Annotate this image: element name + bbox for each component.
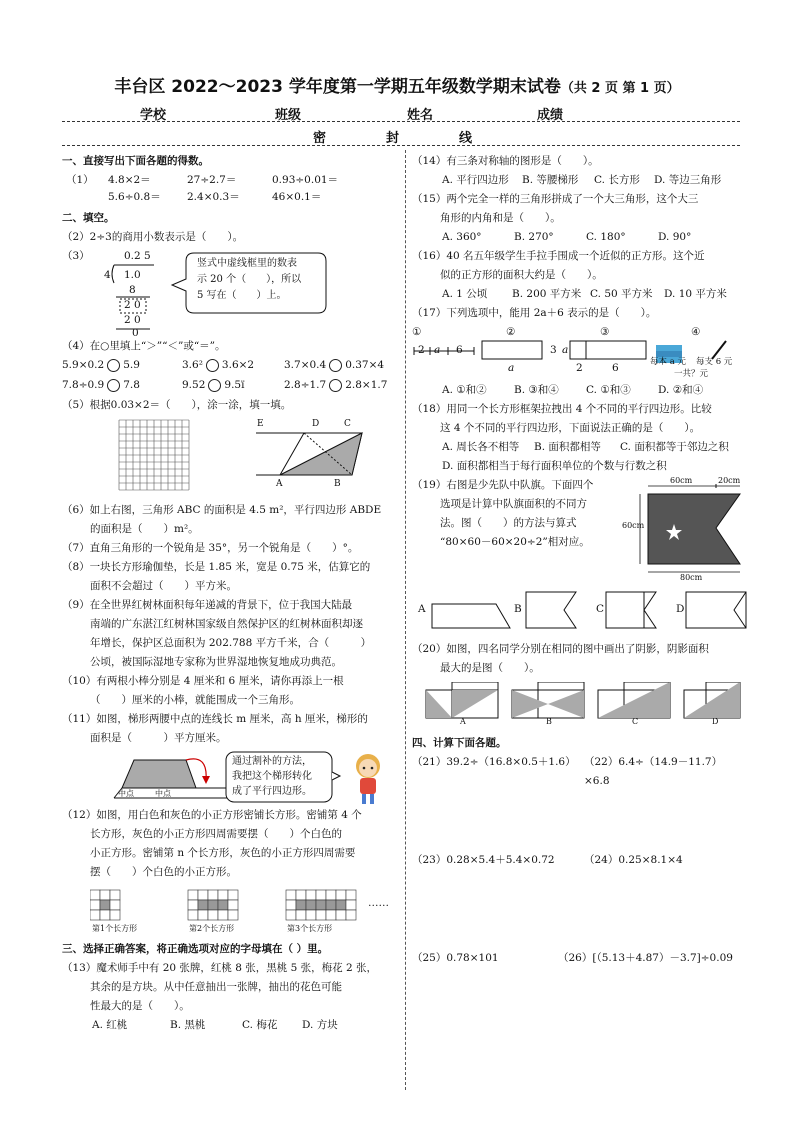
tile xyxy=(110,910,120,920)
option-d[interactable]: D. 面积都相当于每行面积单位的个数与行数之积 xyxy=(442,460,667,472)
tile xyxy=(316,910,326,920)
option-b[interactable]: B xyxy=(514,603,522,615)
q1-number: （1） xyxy=(66,174,94,186)
option-d[interactable]: D. 90° xyxy=(658,231,692,243)
division-remainder: 0 xyxy=(132,327,139,339)
compare-circle[interactable] xyxy=(208,379,221,392)
tile xyxy=(100,890,110,900)
label-6: 6 xyxy=(612,362,619,374)
flag-figure xyxy=(628,480,748,576)
option-d[interactable]: D xyxy=(676,603,685,615)
q19-line: 选项是计算中队旗面积的不同方 xyxy=(440,498,587,510)
question-20-cont: 最大的是图（ ）。 xyxy=(440,662,540,674)
tiling-label: 第1个长方形 xyxy=(92,924,138,933)
question-25: （25）0.78×101 xyxy=(412,952,499,964)
tile xyxy=(346,890,356,900)
tile xyxy=(90,890,100,900)
option-b[interactable]: B. 200 平方米 xyxy=(512,288,582,300)
score-label: 成绩 xyxy=(537,108,564,123)
calc: 46×0.1＝ xyxy=(272,191,322,203)
tile xyxy=(100,910,110,920)
label-a: a xyxy=(562,344,569,356)
calc: 27÷2.7＝ xyxy=(187,174,237,186)
option-c[interactable]: C xyxy=(632,717,639,726)
question-18: （18）用同一个长方形框架拉拽出 4 个不同的平行四边形。比较 xyxy=(412,403,712,415)
question-6: （6）如上右图，三角形 ABC 的面积是 4.5 m²，平行四边形 ABDE xyxy=(62,504,382,516)
question-7: （7）直角三角形的一个锐角是 35°，另一个锐角是（ ）°。 xyxy=(62,542,359,554)
tiling-label: 第3个长方形 xyxy=(287,924,333,933)
question-13: （13）魔术师手中有 20 张牌，红桃 8 张，黑桃 5 张，梅花 2 张， xyxy=(62,962,377,974)
question-12: （12）如图，用白色和灰色的小正方形密铺长方形。密铺第 4 个 xyxy=(62,809,362,821)
q19-text xyxy=(412,476,622,552)
label-2: 2 xyxy=(418,344,425,356)
bubble-line: 5 写在（ ）上。 xyxy=(197,290,287,301)
seal-char-3: 线 xyxy=(459,131,473,146)
question-10: （10）有两根小棒分别是 4 厘米和 6 厘米，请你再添上一根 xyxy=(62,675,344,687)
compare-right: 9.5ï xyxy=(224,379,245,391)
tile xyxy=(188,900,198,910)
seal-char-2: 封 xyxy=(386,131,400,146)
dim-label: 20cm xyxy=(718,476,741,485)
compare-right: 2.8×1.7 xyxy=(345,379,388,391)
compare-left: 2.8÷1.7 xyxy=(284,379,327,391)
option-b[interactable]: B. 黑桃 xyxy=(170,1019,206,1031)
question-22: （22）6.4÷（14.9－11.7）×6.8 xyxy=(584,756,723,787)
tile xyxy=(326,900,336,910)
q20-option-figures xyxy=(424,682,744,722)
parallelogram-triangle-figure xyxy=(242,425,372,485)
q11-figures xyxy=(62,748,392,806)
tile xyxy=(110,890,120,900)
right-column xyxy=(412,152,747,1053)
section-1-calcs xyxy=(62,171,392,209)
compare-left: 9.52 xyxy=(182,379,206,391)
q3-speech-bubble xyxy=(197,256,301,304)
q17-figures xyxy=(412,323,747,381)
compare-left: 7.8÷0.9 xyxy=(62,379,105,391)
page-title xyxy=(0,72,794,97)
label-C: C xyxy=(344,419,351,429)
class-label: 班级 xyxy=(275,108,302,123)
tile xyxy=(316,900,326,910)
section-1-title: 一、直接写出下面各题的得数。 xyxy=(62,155,209,167)
question-12-cont: 摆（ ）个白色的小正方形。 xyxy=(90,866,237,878)
tile xyxy=(90,910,100,920)
label-a: a xyxy=(434,344,441,356)
question-13-cont: 性最大的是（ ）。 xyxy=(90,1000,190,1012)
calc: 4.8×2＝ xyxy=(108,174,151,186)
tile xyxy=(346,900,356,910)
option-d[interactable]: D. 10 平方米 xyxy=(664,288,727,300)
hundred-grid[interactable] xyxy=(118,419,190,491)
calc: 5.6÷0.8＝ xyxy=(108,191,161,203)
q11-speech-bubble xyxy=(232,754,312,799)
q17-options xyxy=(412,381,747,400)
tile xyxy=(228,900,238,910)
tile xyxy=(218,900,228,910)
option-a[interactable]: A. 360° xyxy=(442,231,482,243)
option-d[interactable]: D xyxy=(712,717,719,726)
tile xyxy=(188,890,198,900)
q20-figures xyxy=(412,678,747,734)
label-B: B xyxy=(334,479,341,489)
tile xyxy=(286,910,296,920)
question-12-cont: 长方形，灰色的小正方形四周需要摆（ ）个白色的 xyxy=(90,828,342,840)
tile xyxy=(228,910,238,920)
tile xyxy=(286,890,296,900)
tile xyxy=(306,900,316,910)
q19-options xyxy=(412,588,747,640)
label-a: a xyxy=(508,362,515,374)
question-23: （23）0.28×5.4＋5.4×0.72 xyxy=(412,854,555,866)
question-11: （11）如图，梯形两腰中点的连线长 m 厘米，高 h 厘米，梯形的 xyxy=(62,713,368,725)
option-c[interactable]: C. 长方形 xyxy=(594,174,640,186)
tile xyxy=(100,900,110,910)
compare-circle[interactable] xyxy=(206,359,219,372)
section-3-title: 三、选择正确答案，将正确选项对应的字母填在（ ）里。 xyxy=(62,943,329,955)
tile xyxy=(296,910,306,920)
question-17: （17）下列选项中，能用 2a＋6 表示的是（ ）。 xyxy=(412,307,657,319)
question-16-cont: 似的正方形的面积大约是（ ）。 xyxy=(440,269,603,281)
midpoint-label: 中点 xyxy=(155,789,171,798)
option-d[interactable]: D. 方块 xyxy=(302,1019,338,1031)
compare-right: 3.6×2 xyxy=(221,359,255,371)
option-a[interactable]: A. 周长各不相等 xyxy=(442,441,520,453)
tile xyxy=(306,910,316,920)
compare-circle[interactable] xyxy=(329,379,342,392)
q13-options xyxy=(62,1016,392,1035)
question-14: （14）有三条对称轴的图形是（ ）。 xyxy=(412,155,599,167)
option-a[interactable]: A xyxy=(418,603,426,615)
question-9-cont: 南端的广东湛江红树林国家级自然保护区的红树林面积却逐 xyxy=(90,618,363,630)
girl-cartoon-icon xyxy=(346,748,390,806)
q3-number: （3） xyxy=(62,250,90,262)
tile xyxy=(218,890,228,900)
question-26: （26）[（5.13＋4.87）－3.7]÷0.09 xyxy=(558,952,733,964)
question-3 xyxy=(62,247,392,337)
figure-num: ③ xyxy=(600,326,610,338)
bubble-line: 通过割补的方法， xyxy=(232,756,312,767)
figure-num: ① xyxy=(412,326,422,338)
question-2: （2）2÷3的商用小数表示是（ ）。 xyxy=(62,231,244,243)
midpoint-label: 中点 xyxy=(118,789,134,798)
label-A: A xyxy=(276,479,283,489)
compare-circle[interactable] xyxy=(329,359,342,372)
section-2-title: 二、填空。 xyxy=(62,212,115,224)
left-column xyxy=(62,152,392,1035)
tile xyxy=(218,910,228,920)
option-a[interactable]: A. 1 公顷 xyxy=(442,288,488,300)
question-20: （20）如图，四名同学分别在相同的图中画出了阴影，阴影面积 xyxy=(412,643,709,655)
tile xyxy=(316,890,326,900)
q19-option-figures xyxy=(430,590,750,630)
q14-options xyxy=(412,171,747,190)
compare-left: 3.7×0.4 xyxy=(284,359,327,371)
question-4: （4）在○里填上“＞”“＜”或“＝”。 xyxy=(62,340,226,352)
question-13-cont: 其余的是方块。从中任意抽出一张牌，抽出的花色可能 xyxy=(90,981,342,993)
label-3: 3 xyxy=(550,344,557,356)
figure-num: ② xyxy=(506,326,516,338)
division-step: 8 xyxy=(129,284,136,296)
option-d[interactable]: D. 等边三角形 xyxy=(654,174,722,186)
q19-line: 法。图（ ）的方法与算式 xyxy=(440,517,577,529)
q4-compare-rows xyxy=(62,356,392,396)
tile xyxy=(296,890,306,900)
question-6-cont: 的面积是（ ）m²。 xyxy=(90,523,199,535)
tile xyxy=(228,890,238,900)
compare-circle[interactable] xyxy=(107,359,120,372)
label-2: 2 xyxy=(576,362,583,374)
label-6: 6 xyxy=(456,344,463,356)
tile xyxy=(110,900,120,910)
tile xyxy=(336,900,346,910)
price-label: 每支 6 元 xyxy=(696,357,733,367)
tile xyxy=(286,900,296,910)
compare-right: 0.37×4 xyxy=(345,359,385,371)
q16-options xyxy=(412,285,747,304)
option-a[interactable]: A. 平行四边形 xyxy=(442,174,509,186)
q19-line: “80×60－60×20÷2”相对应。 xyxy=(440,536,590,548)
question-9-cont: 公顷，被国际湿地专家称为世界湿地恢复地成功典范。 xyxy=(90,656,342,668)
bubble-line: 成了平行四边形。 xyxy=(232,786,312,797)
option-b[interactable]: B. 等腰梯形 xyxy=(522,174,579,186)
tile xyxy=(306,890,316,900)
calc: 2.4×0.3＝ xyxy=(187,191,240,203)
name-label: 姓名 xyxy=(407,108,434,123)
seal-char-1: 密 xyxy=(313,131,327,146)
option-b[interactable]: B. 面积都相等 xyxy=(534,441,601,453)
bubble-line: 我把这个梯形转化 xyxy=(232,771,312,782)
option-b[interactable]: B. 270° xyxy=(514,231,554,243)
question-21: （21）39.2÷（16.8×0.5＋1.6） xyxy=(412,756,576,768)
option-a[interactable]: A xyxy=(460,717,466,726)
tile xyxy=(296,900,306,910)
question-15-cont: 角形的内角和是（ ）。 xyxy=(440,212,561,224)
header-divider-bottom xyxy=(62,145,740,146)
bubble-line: 示 20 个（ ），所以 xyxy=(197,274,302,285)
tile xyxy=(198,890,208,900)
question-8: （8）一块长方形瑜伽垫，长是 1.85 米，宽是 0.75 米，估算它的 xyxy=(62,561,371,573)
compare-circle[interactable] xyxy=(107,379,120,392)
q18-options xyxy=(412,438,747,476)
question-11-cont: 面积是（ ）平方厘米。 xyxy=(90,732,227,744)
tile xyxy=(336,890,346,900)
ellipsis: …… xyxy=(368,897,389,909)
tile xyxy=(198,910,208,920)
question-24: （24）0.25×8.1×4 xyxy=(584,854,683,866)
compare-left: 5.9×0.2 xyxy=(62,359,105,371)
q12-tilings xyxy=(62,882,392,940)
tile xyxy=(90,900,100,910)
dim-label: 60cm xyxy=(670,476,693,485)
label-E: E xyxy=(257,419,264,429)
title-pages: （共 2 页 第 1 页） xyxy=(560,81,680,96)
tile xyxy=(198,900,208,910)
tiling-label: 第2个长方形 xyxy=(189,924,235,933)
division-divisor: 4 xyxy=(104,269,111,281)
question-16: （16）40 名五年级学生手拉手围成一个近似的正方形。这个近 xyxy=(412,250,705,262)
compare-right: 7.8 xyxy=(123,379,140,391)
bubble-line: 竖式中虚线框里的数表 xyxy=(197,258,297,269)
title-main: 丰台区 2022～2023 学年度第一学期五年级数学期末试卷 xyxy=(114,77,561,97)
column-divider xyxy=(405,150,406,1090)
tiling-figures xyxy=(90,886,390,928)
division-step: 2 0 xyxy=(124,314,141,326)
tile xyxy=(336,910,346,920)
question-12-cont: 小正方形。密铺第 n 个长方形，灰色的小正方形四周需要 xyxy=(90,847,356,859)
price-label: 每本 a 元 xyxy=(650,357,686,367)
tile xyxy=(188,910,198,920)
calc: 0.93÷0.01＝ xyxy=(272,174,339,186)
section-4-title: 四、计算下面各题。 xyxy=(412,737,507,749)
division-step-boxed: 2 0 xyxy=(124,299,141,311)
question-10-cont: （ ）厘米的小棒，就能围成一个三角形。 xyxy=(90,694,300,706)
total-label: 一共？元 xyxy=(674,369,709,379)
q19-line: （19）右图是少先队中队旗。下面四个 xyxy=(412,479,594,491)
option-a[interactable]: A. 红桃 xyxy=(92,1019,128,1031)
tile xyxy=(208,900,218,910)
question-5: （5）根据0.03×2＝（ ），涂一涂，填一填。 xyxy=(62,399,292,411)
dim-label: 60cm xyxy=(622,521,645,530)
question-8-cont: 面积不会超过（ ）平方米。 xyxy=(90,580,237,592)
figure-num: ④ xyxy=(691,326,701,338)
header-divider-top xyxy=(62,121,740,122)
option-c[interactable]: C. ①和③ xyxy=(586,384,631,396)
school-label: 学校 xyxy=(140,108,167,123)
option-c[interactable]: C. 50 平方米 xyxy=(590,288,653,300)
q15-options xyxy=(412,228,747,247)
tile xyxy=(326,910,336,920)
option-a[interactable]: A. ①和② xyxy=(442,384,487,396)
option-b[interactable]: B. ③和④ xyxy=(514,384,559,396)
division-quotient: 0.2 5 xyxy=(124,250,151,262)
section-4-calcs xyxy=(412,753,747,1053)
tile xyxy=(326,890,336,900)
question-15: （15）两个完全一样的三角形拼成了一个大三角形，这个大三 xyxy=(412,193,699,205)
tile xyxy=(208,910,218,920)
question-18-cont: 这 4 个不同的平行四边形，下面说法正确的是（ ）。 xyxy=(440,422,701,434)
option-c[interactable]: C. 面积都等于邻边之积 xyxy=(620,441,729,453)
option-d[interactable]: D. ②和④ xyxy=(658,384,704,396)
question-19 xyxy=(412,476,747,588)
question-9-cont: 年增长，保护区总面积为 202.788 平方千米，合（ ） xyxy=(90,637,372,649)
option-c[interactable]: C xyxy=(596,603,605,615)
dim-label: 80cm xyxy=(680,573,703,582)
tile xyxy=(346,910,356,920)
option-c[interactable]: C. 梅花 xyxy=(242,1019,278,1031)
division-dividend: 1.0 xyxy=(124,269,141,281)
label-D: D xyxy=(312,419,320,429)
option-b[interactable]: B xyxy=(546,717,552,726)
compare-right: 5.9 xyxy=(123,359,140,371)
q5-figures xyxy=(62,415,392,501)
option-c[interactable]: C. 180° xyxy=(586,231,626,243)
tile xyxy=(208,890,218,900)
question-9: （9）在全世界红树林面积每年递减的背景下，位于我国大陆最 xyxy=(62,599,353,611)
compare-left: 3.6² xyxy=(182,359,203,371)
